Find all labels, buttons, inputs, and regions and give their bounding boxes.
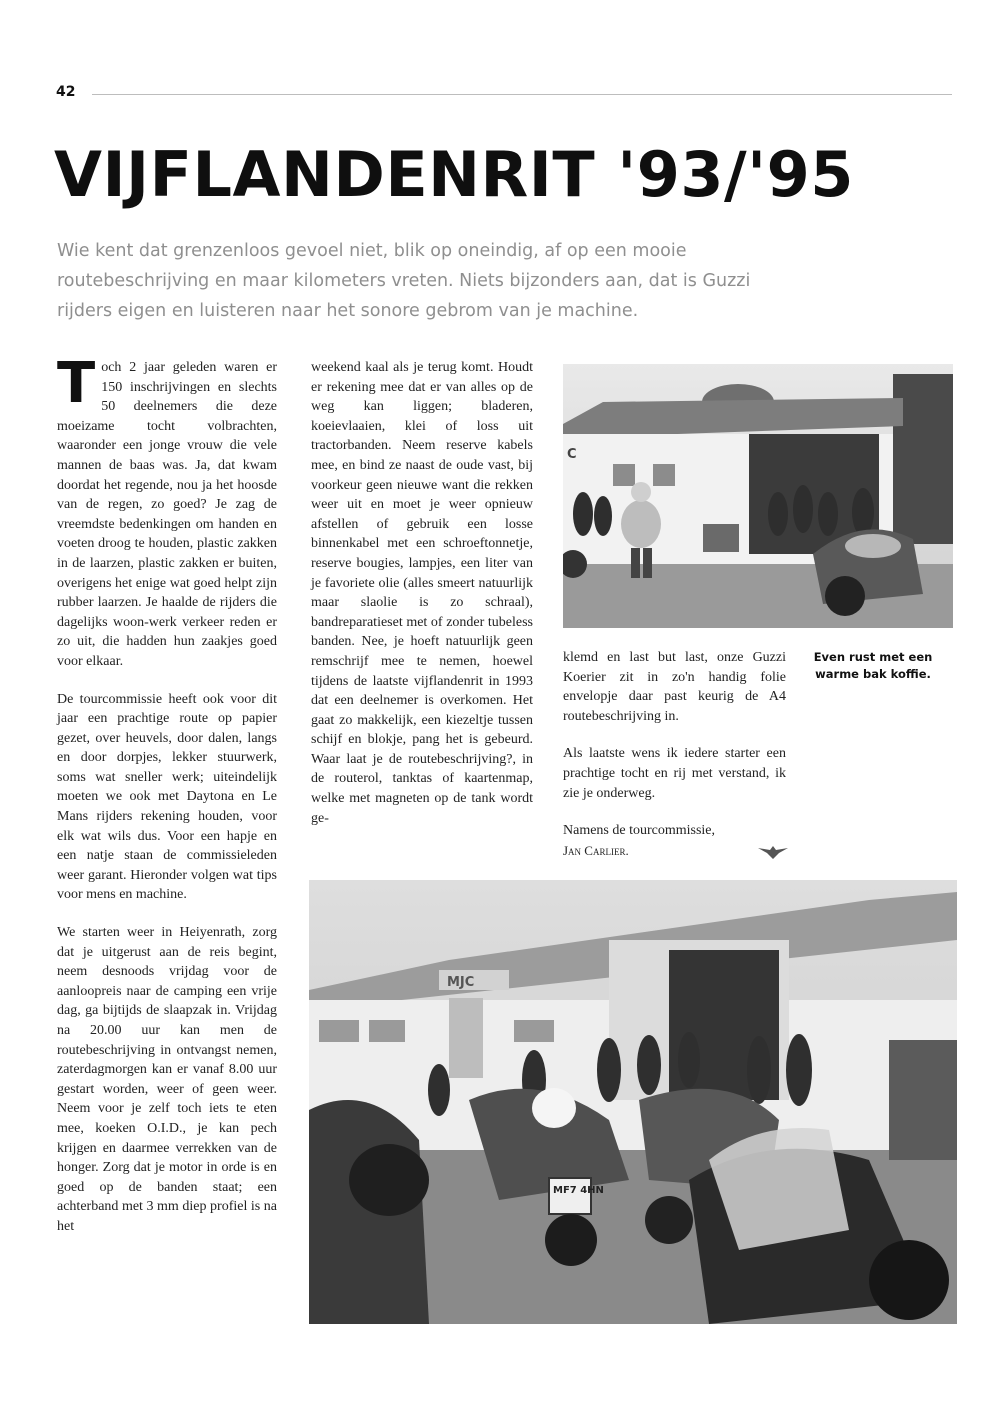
page-number: 42 [56, 84, 76, 100]
article-title: VIJFLANDENRIT '93/'95 [54, 138, 854, 211]
paragraph-1-text: och 2 jaar geleden waren er 150 inschrijvingen en slechts 50 deelnemers die deze moeizame tocht volbrachten, waaronder een jonge vrouw die vele mannen de baas was. Ja, dat kwam doordat het regende, nou ja het hoosde van de regen, zo goed? Je zag de vreemdste bedenkingen om handen en voeten droog te houden, plastic zakken in de laarzen, plastic zakken er buiten, overigens het enige wat goed helpt zijn rubber laarzen. Je haalde de rijders die dagelijks woon-werk verkeer reden er zo uit, die hadden hun zaakjes goed voor elkaar. [57, 360, 277, 669]
photo-motorcycles-mjc-image [309, 880, 957, 1324]
photo-motorcycles-mjc [309, 880, 957, 1324]
drop-cap: T [57, 351, 96, 416]
header-rule [92, 94, 952, 95]
paragraph-1 [57, 351, 277, 672]
article-intro: Wie kent dat grenzenloos gevoel niet, blik op oneindig, af op een mooie routebeschrijving en maar kilometers vreten. Niets bijzonders aan, dat is Guzzi rijders eigen en luisteren naar het sonore gebrom van je machine. [57, 241, 751, 321]
paragraph-3: We starten weer in Heiyenrath, zorg dat je uitgerust aan de reis begint, neem desnoods vrijdag voor de aanloopreis naar de camping een vrije dag, ga bijtijds de slaapzak in. Vrijdag na 20.00 uur kan men de routebeschrijving in ontvangst nemen, zaterdagmorgen kan er vanaf 8.00 uur gestart worden, weer of geen weer. Neem voor je zelf toch iets te eten mee, koeken O.I.D., je kan pech krijgen en daarmee verrekken van de honger. Zorg dat je motor in orde is en goed op de banden staat; een achterband met 3 mm diep profiel is na het [57, 925, 277, 1234]
photo1-sign-text: C [567, 447, 577, 462]
author-signature: Jan Carlier. [563, 842, 629, 858]
photo2-sign-text: MJC [447, 975, 475, 990]
article-column-2 [311, 358, 533, 846]
paragraph-2: De tourcommissie heeft ook voor dit jaar een prachtige route op papier gezet, over heuvels, door dalen, langs en door dorpjes, lekker stuurwerk, soms wat sneller werk; uiteindelijk moeten we ook met Daytona en Le Mans rijders rekening houden, voor elk wat wils dus. Voor een hapje en een natje staan de commissieleden weer garant. Hieronder volgen wat tips voor mens en machine. [57, 691, 277, 903]
photo-garage-bikers-image [563, 364, 953, 628]
closing-line: Namens de tourcommissie, [563, 823, 716, 839]
paragraph-4: weekend kaal als je terug komt. Houdt er rekening mee dat er van alles op de weg kan liggen; bladeren, koeievlaaien, klei of loss uit tractorbanden. Neem reserve kabels mee, en bind ze naast de oude vast, bij voorkeur geen nieuwe want die rekken weer uit en moet je weer opnieuw afstellen of gebruik een losse binnenkabel met een schroeftonnetje, reserve bougies, lampjes, een liter van je favoriete olie (alles smeert natuurlijk maar slaolie is zo schraal), bandreparatieset met of zonder tubeless banden. Nee, je hoeft natuurlijk geen remschrijf mee te nemen, hoewel tijdens de laatste vijflandenrit in 1993 dat een deelnemer is overkomen. Het gaat zo makkelijk, een kiezeltje tussen schijf en blokje, pang het is gebeurd. Waar laat je de routebeschrijving?, in de routerol, tanktas of kaartenmap, welke met magneten op de tank wordt ge- [311, 360, 533, 826]
license-plate-text: MF7 4HN [553, 1185, 604, 1196]
paragraph-5: klemd en last but last, onze Guzzi Koerier zit in zo'n handig folie envelopje daar past keurig de A4 routebeschrijving in. [563, 650, 786, 724]
photo-caption: Even rust met een warme bak koffie. [813, 650, 933, 681]
photo-garage-bikers [563, 364, 953, 628]
paragraph-6: Als laatste wens ik iedere starter een prachtige tocht en rij met verstand, ik zie je onderweg. [563, 746, 786, 801]
article-column-1 [57, 351, 277, 1255]
article-column-3 [563, 648, 786, 860]
guzzi-eagle-logo-icon [757, 844, 789, 860]
